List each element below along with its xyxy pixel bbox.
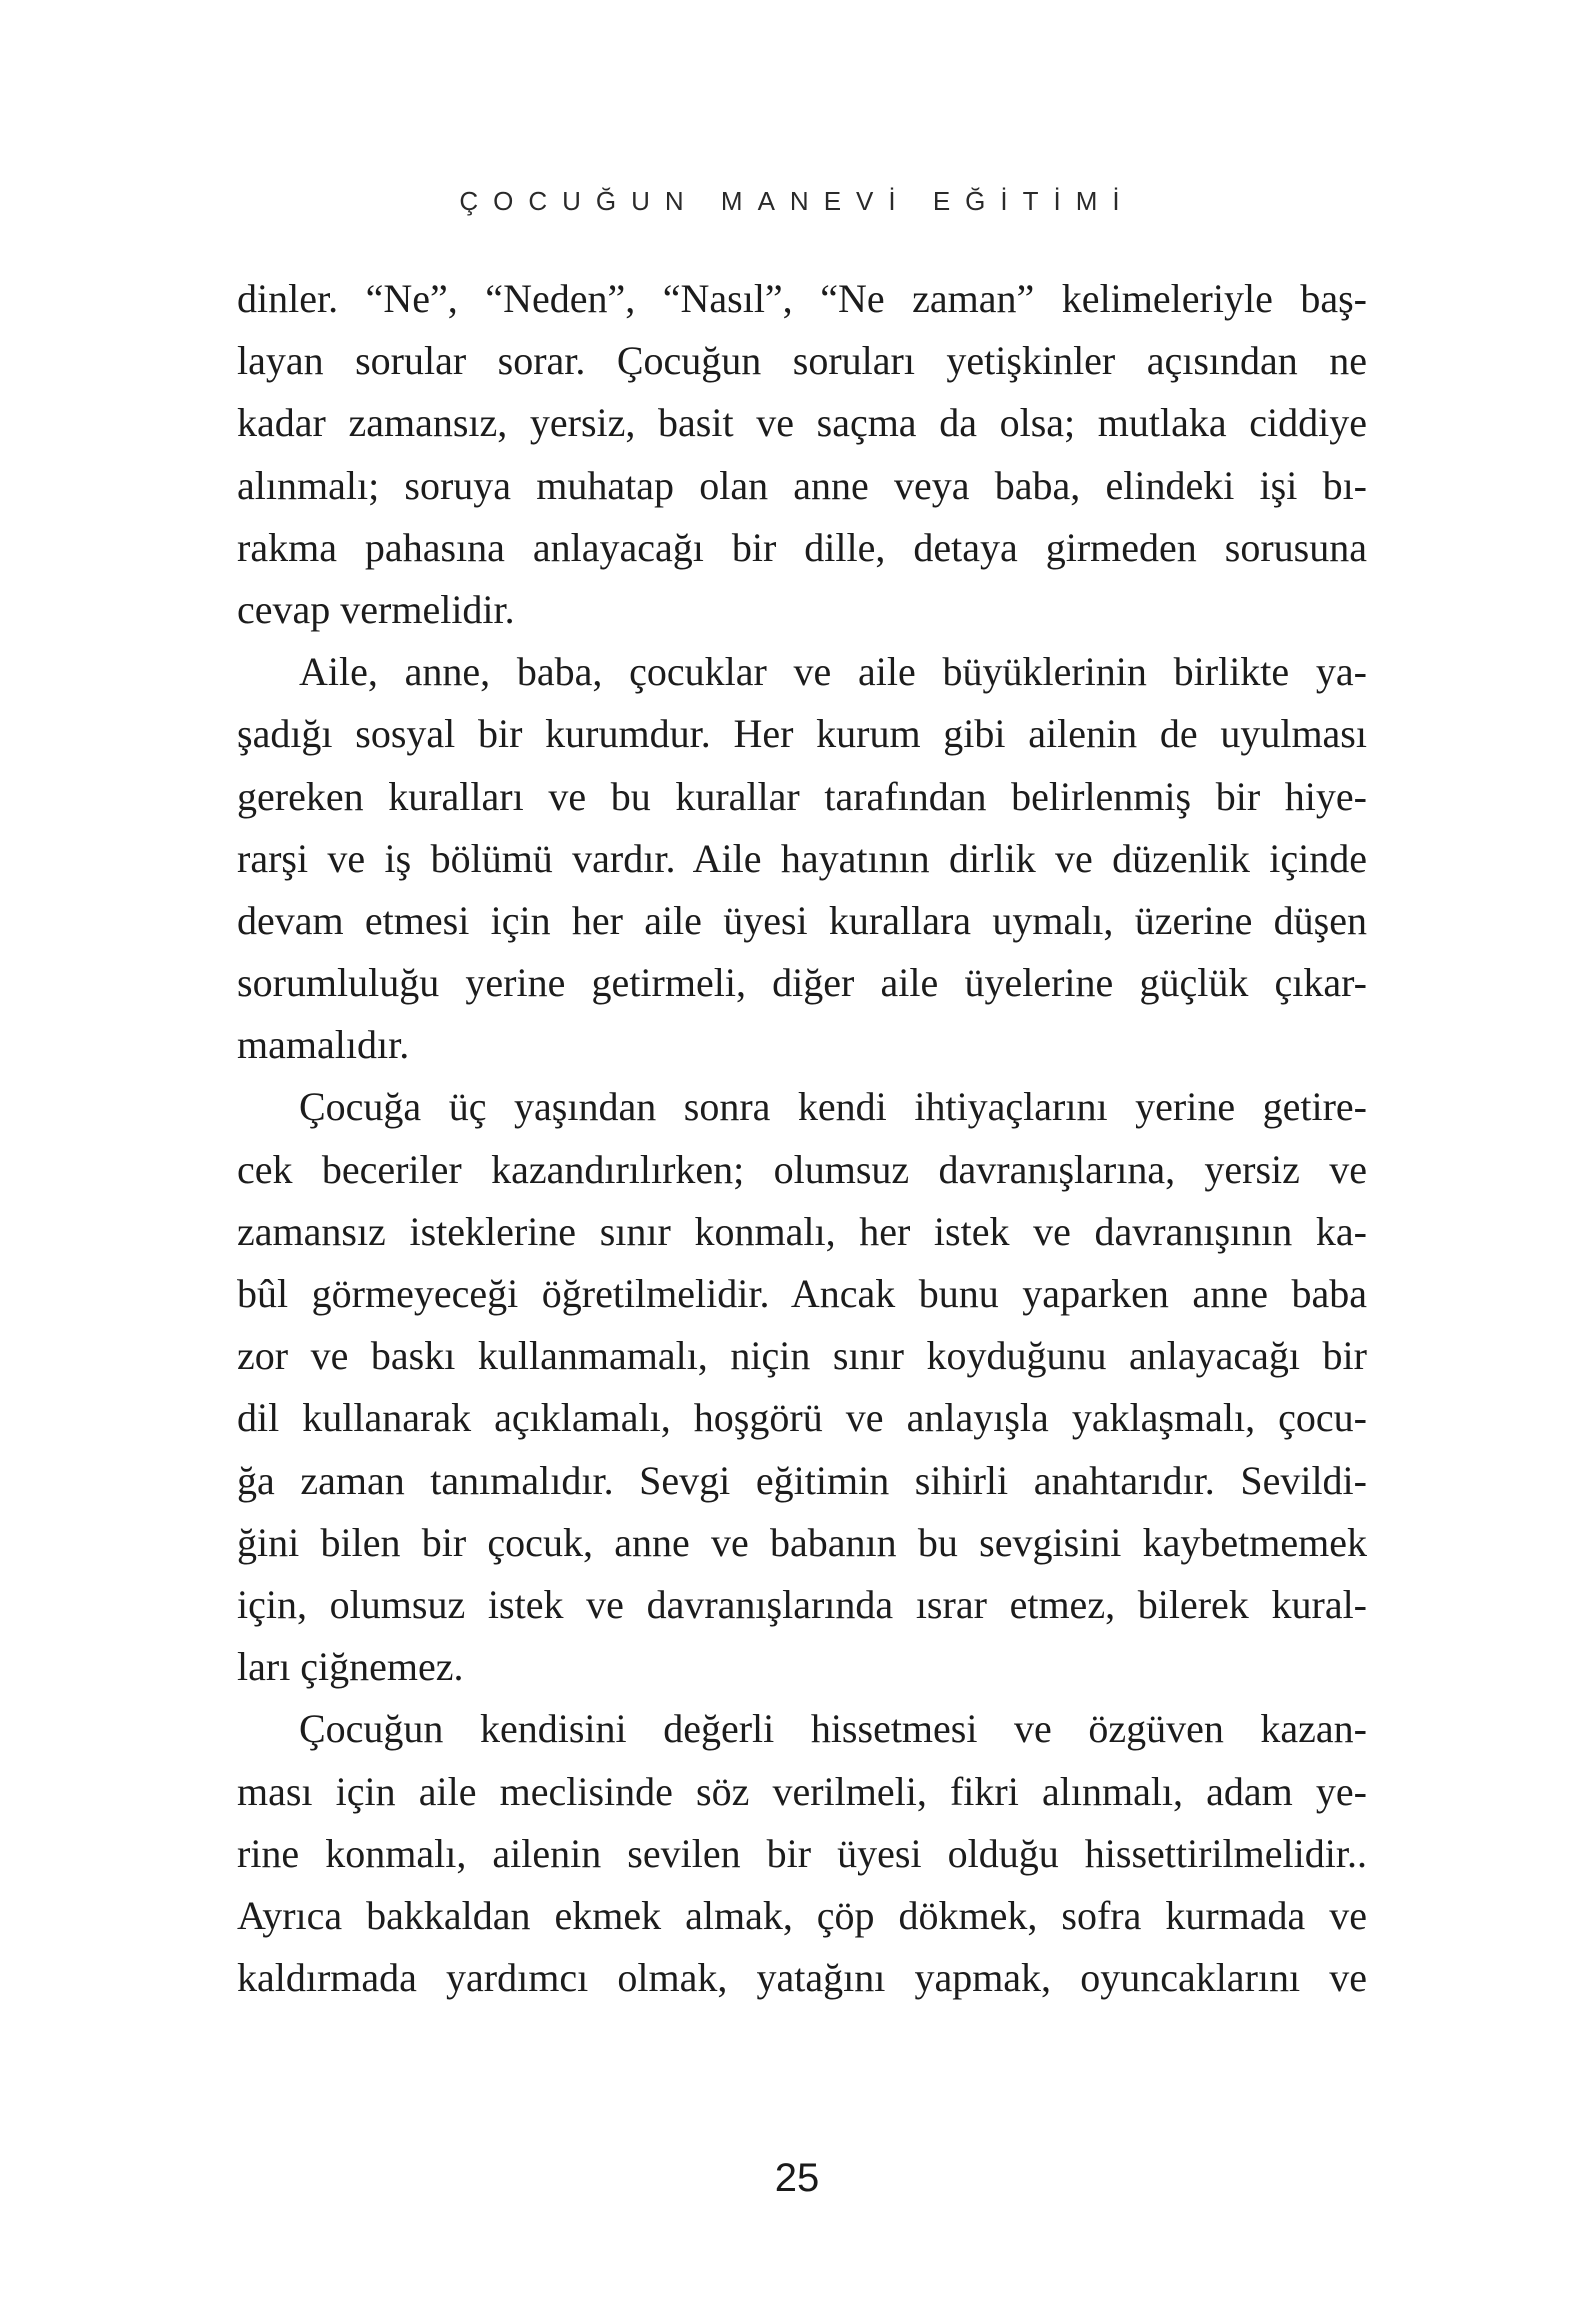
body-text (237, 268, 1367, 2009)
text-line: gereken kuralları ve bu kurallar tarafından belirlenmiş bir hiye- (237, 773, 1367, 819)
text-line: bûl görmeyeceği öğretilmelidir. Ancak bunu yaparken anne baba (237, 1271, 1367, 1316)
text-line: mamalıdır. (237, 1022, 410, 1068)
text-line: kadar zamansız, yersiz, basit ve saçma da olsa; mutlaka ciddiye (237, 400, 1367, 446)
text-line: layan sorular sorar. Çocuğun soruları yetişkinler açısından ne (237, 338, 1367, 384)
text-line: zamansız isteklerine sınır konmalı, her istek ve davranışının ka- (237, 1208, 1367, 1254)
text-line: dil kullanarak açıklamalı, hoşgörü ve anlayışla yaklaşmalı, çocu- (237, 1395, 1367, 1441)
text-line: şadığı sosyal bir kurumdur. Her kurum gibi ailenin de uyulması (237, 711, 1367, 757)
text-line: dinler. “Ne”, “Neden”, “Nasıl”, “Ne zaman” kelimeleriyle baş- (237, 276, 1367, 321)
text-line: kaldırmada yardımcı olmak, yatağını yapmak, oyuncaklarını ve (237, 1955, 1367, 2001)
text-line: cek beceriler kazandırılırken; olumsuz davranışlarına, yersiz ve (237, 1146, 1367, 1192)
running-header: ÇOCUĞUN MANEVİ EĞİTİMİ (459, 186, 1135, 216)
text-line: ğini bilen bir çocuk, anne ve babanın bu sevgisini kaybetmemek (237, 1519, 1367, 1565)
text-line: rakma pahasına anlayacağı bir dille, detaya girmeden sorusuna (237, 524, 1367, 570)
page-number: 25 (774, 2156, 820, 2200)
text-line: zor ve baskı kullanmamalı, niçin sınır koyduğunu anlayacağı bir (237, 1333, 1367, 1379)
text-line: rarşi ve iş bölümü vardır. Aile hayatının dirlik ve düzenlik içinde (237, 835, 1367, 881)
text-line: için, olumsuz istek ve davranışlarında ısrar etmez, bilerek kural- (237, 1581, 1367, 1627)
text-line: ları çiğnemez. (237, 1644, 464, 1690)
text-line: sorumluluğu yerine getirmeli, diğer aile üyelerine güçlük çıkar- (237, 960, 1367, 1006)
text-line: Ayrıca bakkaldan ekmek almak, çöp dökmek, sofra kurmada ve (237, 1892, 1367, 1938)
text-line: ğa zaman tanımalıdır. Sevgi eğitimin sihirli anahtarıdır. Sevildi- (237, 1457, 1367, 1503)
text-line: rine konmalı, ailenin sevilen bir üyesi olduğu hissettirilmelidir.. (237, 1830, 1367, 1876)
text-line: cevap vermelidir. (237, 586, 515, 632)
text-line: Çocuğa üç yaşından sonra kendi ihtiyaçlarını yerine getire- (299, 1084, 1367, 1130)
text-line: Aile, anne, baba, çocuklar ve aile büyüklerinin birlikte ya- (299, 649, 1367, 695)
text-line: ması için aile meclisinde söz verilmeli, fikri alınmalı, adam ye- (237, 1768, 1367, 1814)
text-line: alınmalı; soruya muhatap olan anne veya baba, elindeki işi bı- (237, 462, 1367, 508)
text-line: Çocuğun kendisini değerli hissetmesi ve özgüven kazan- (299, 1706, 1367, 1752)
text-line: devam etmesi için her aile üyesi kurallara uymalı, üzerine düşen (237, 897, 1367, 943)
